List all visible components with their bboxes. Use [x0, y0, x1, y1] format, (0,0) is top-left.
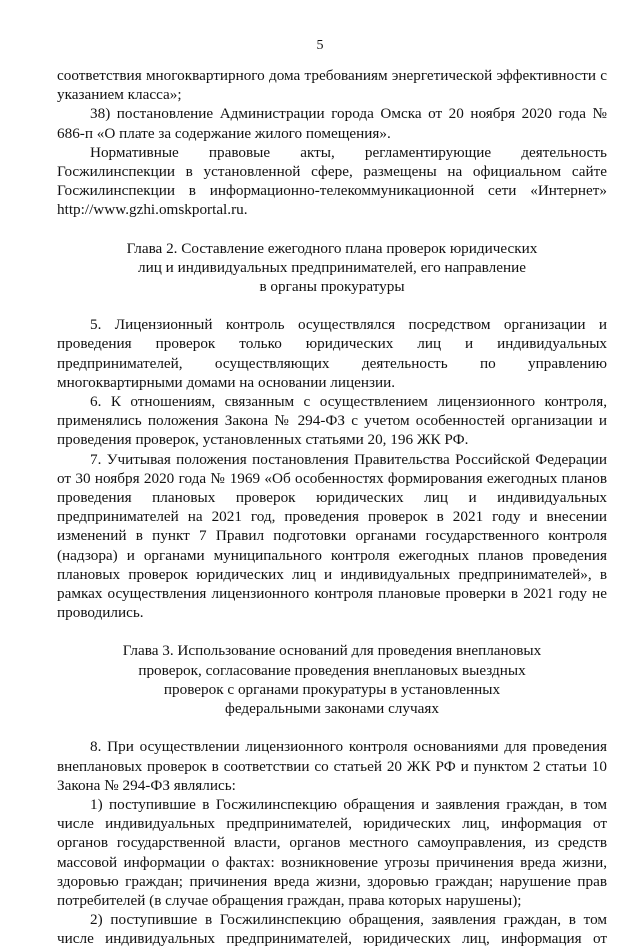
chapter-2-heading-line: Глава 2. Составление ежегодного плана проверок юридических [126, 239, 538, 257]
normative-acts-paragraph: Нормативные правовые акты, регламентирующие деятельность Госжилинспекции в установленной сфере, размещены на официальном сайте Госжилинспекции в информационно-телекоммуникационной сети «Интернет» http://www.gzhi.omskportal.ru. [57, 143, 607, 219]
chapter-3-heading-line: федеральными законами случаях [225, 700, 439, 718]
chapter-2-heading-line: в органы прокуратуры [259, 278, 405, 296]
list-item-38: 38) постановление Администрации города Омска от 20 ноября 2020 года № 686-п «О плате за содержание жилого помещения». [57, 105, 607, 142]
chapter-3-heading-line: проверок, согласование проведения внеплановых выездных [138, 661, 526, 679]
page-number: 5 [316, 38, 324, 53]
list-item-2: 2) поступившие в Госжилинспекцию обращения, заявления граждан, в том числе индивидуальных предпринимателей, юридических лиц, информация от [57, 911, 607, 948]
paragraph-7: 7. Учитывая положения постановления Правительства Российской Федерации от 30 ноября 2020 года № 1969 «Об особенностях формирования ежегодных планов проведения плановых проверок юридических лиц и индивидуальных предпринимателей на 2021 год, проведения проверок в 2021 году и внесении изменений в пункт 7 Правил подготовки органами государственного контроля (надзора) и органами муниципального контроля ежегодных планов проведения плановых проверок юридических лиц и индивидуальных предпринимателей», в рамках осуществления лицензионного контроля плановые проверки в 2021 году не проводились. [57, 450, 607, 622]
chapter-2-heading-line: лиц и индивидуальных предпринимателей, его направление [138, 258, 526, 276]
document-body [57, 66, 607, 949]
paragraph-5: 5. Лицензионный контроль осуществлялся посредством организации и проведения проверок только юридических лиц и индивидуальных предпринимателей, осуществляющих деятельность по управлению многоквартирными домами на основании лицензии. [57, 316, 607, 391]
chapter-2-heading [57, 239, 607, 297]
chapter-3-heading-line: проверок с органами прокуратуры в установленных [163, 680, 501, 698]
chapter-3-heading-line: Глава 3. Использование оснований для проведения внеплановых [122, 642, 542, 660]
chapter-3-heading [57, 641, 607, 718]
list-item-1: 1) поступившие в Госжилинспекцию обращения и заявления граждан, в том числе индивидуальных предпринимателей, юридических лиц, информация от органов государственной власти, органов местного самоуправления, из средств массовой информации о фактах: возникновение угрозы причинения вреда жизни, здоровью граждан; причинения вреда жизни, здоровью граждан; нарушение прав потребителей (в случае обращения граждан, права которых нарушены); [57, 795, 607, 909]
intro-tail-paragraph: соответствия многоквартирного дома требованиям энергетической эффективности с указанием класса»; [57, 67, 607, 104]
paragraph-6: 6. К отношениям, связанным с осуществлением лицензионного контроля, применялись положения Закона № 294-ФЗ с учетом особенностей организации и проведения проверок, установленных статьями 20, 196 ЖК РФ. [57, 393, 607, 449]
paragraph-8: 8. При осуществлении лицензионного контроля основаниями для проведения внеплановых проверок в соответствии со статьей 20 ЖК РФ и пунктом 2 статьи 10 Закона № 294-ФЗ являлись: [57, 738, 607, 794]
